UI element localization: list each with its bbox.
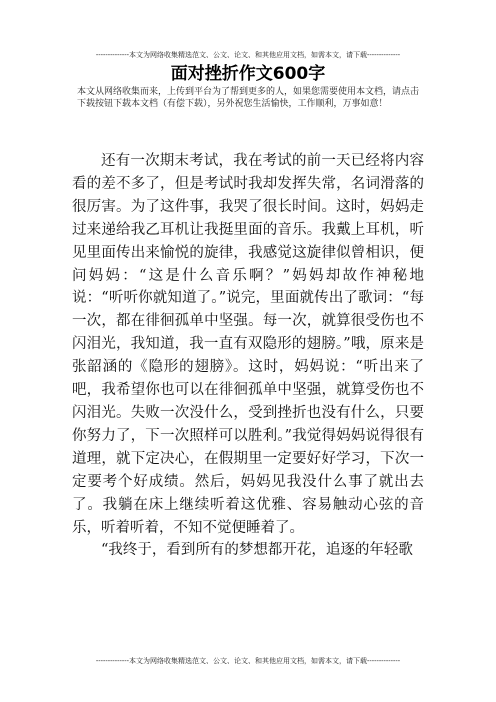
page-title: 面对挫折作文600字: [170, 64, 326, 84]
essay-paragraph: 还有一次期末考试，我在考试的前一天已经将内容看的差不多了，但是考试时我却发挥失常，名词滑落的很厉害。为了这件事，我哭了很长时间。这时，妈妈走过来递给我乙耳机让我挺里面的音乐。我戴上耳机，听见里面传出来愉悦的旋律，我感觉这旋律似曾相识，便问妈妈：“这是什么音乐啊？”妈妈却故作神秘地说：“听听你就知道了。”说完，里面就传出了歌词：“每一次，都在徘徊孤单中坚强。每一次，就算很受伤也不闪泪光，我知道，我一直有双隐形的翅膀。”哦，原来是张韶涵的《隐形的翅膀》。这时，妈妈说：“听出来了吧，我希望你也可以在徘徊孤单中坚强，就算受伤也不闪泪光。失败一次没什么，受到挫折也没有什么，只要你努力了，下一次照样可以胜利。”我觉得妈妈说得很有道理，就下定决心，在假期里一定要好好学习，下次一定要考个好成绩。然后，妈妈见我没什么事了就出去了。我躺在床上继续听着这优雅、容易触动心弦的音乐，听着听着，不知不觉便睡着了。: [72, 153, 424, 536]
footer-note: --------------本文为网络收集精选范文、公文、论文、和其他应用文档，如需本文，请下载--------------: [95, 657, 401, 665]
essay-body: [72, 150, 424, 562]
intro-note: 本文从网络收集而来，上传到平台为了帮到更多的人，如果您需要使用本文档，请点击下载按钮下载本文档（有偿下载），另外祝您生活愉快，工作顺利，万事如意！: [77, 87, 420, 109]
essay-paragraph: “我终于，看到所有的梦想都开花，追逐的年轻歌: [101, 542, 413, 559]
header-note: --------------本文为网络收集精选范文、公文、论文、和其他应用文档，如需本文，请下载--------------: [95, 51, 401, 59]
